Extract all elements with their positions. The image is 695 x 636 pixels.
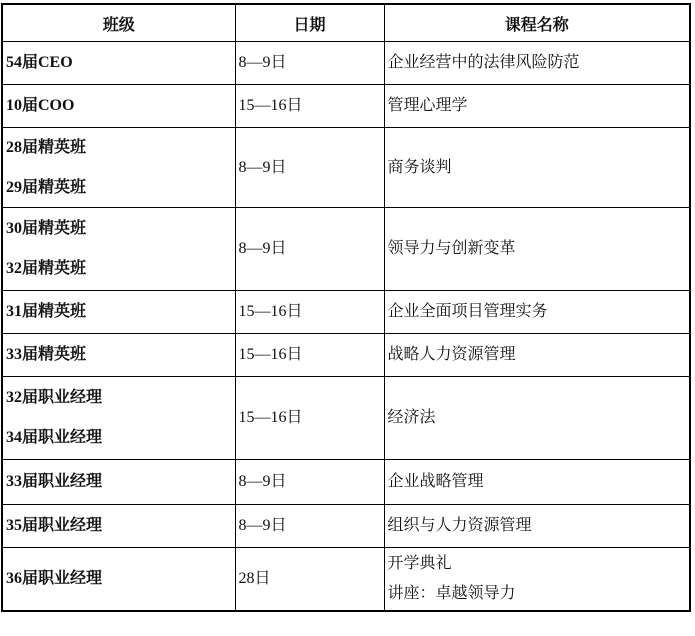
date-cell-line: 15—16日 [238, 97, 303, 114]
course-cell-line: 领导力与创新变革 [387, 240, 516, 257]
schedule-table [1, 3, 691, 612]
course-cell-lines [385, 97, 690, 115]
class-cell [2, 291, 235, 334]
class-cell-lines [3, 346, 235, 364]
course-cell [384, 85, 690, 128]
date-cell-lines [236, 240, 384, 258]
table-row [2, 42, 690, 85]
course-cell-lines [385, 517, 690, 535]
date-cell-line: 28日 [238, 569, 271, 587]
class-cell-line: 34届职业经理 [6, 429, 103, 446]
date-cell-line: 15—16日 [238, 303, 303, 320]
date-cell [235, 42, 384, 85]
class-cell-lines [3, 303, 235, 321]
course-cell [384, 291, 690, 334]
table-row [2, 505, 690, 548]
class-cell-lines [3, 220, 235, 278]
table-row [2, 128, 690, 208]
course-cell-line: 企业经营中的法律风险防范 [387, 54, 580, 71]
class-cell-line: 54届CEO [6, 54, 73, 71]
date-cell-lines [236, 473, 384, 491]
class-cell-line: 31届精英班 [6, 303, 87, 320]
date-cell-line: 8—9日 [238, 473, 287, 490]
schedule-tbody [2, 42, 690, 611]
date-cell [235, 460, 384, 505]
course-cell-lines [385, 555, 690, 603]
course-cell [384, 128, 690, 208]
date-cell-line: 8—9日 [238, 54, 287, 71]
date-cell [235, 291, 384, 334]
course-cell-line: 管理心理学 [387, 97, 468, 114]
course-cell [384, 42, 690, 85]
date-cell-lines [236, 303, 384, 321]
class-cell-lines [3, 570, 235, 588]
course-cell-line: 商务谈判 [387, 158, 452, 176]
table-row [2, 460, 690, 505]
course-cell-lines [385, 240, 690, 258]
date-cell [235, 128, 384, 208]
date-cell-line: 8—9日 [238, 240, 287, 257]
class-cell-line: 36届职业经理 [6, 569, 103, 587]
class-cell [2, 548, 235, 611]
class-cell-line: 33届精英班 [6, 346, 87, 363]
course-cell [384, 460, 690, 505]
header-cell-class: 班级 [2, 4, 235, 42]
table-row [2, 291, 690, 334]
date-cell [235, 85, 384, 128]
table-row [2, 85, 690, 128]
class-cell-lines [3, 473, 235, 491]
course-cell [384, 208, 690, 291]
class-cell [2, 128, 235, 208]
class-cell [2, 334, 235, 377]
class-cell-lines [3, 389, 235, 447]
header-row [2, 4, 690, 42]
course-cell-lines [385, 346, 690, 364]
class-cell [2, 377, 235, 460]
date-cell-lines [236, 54, 384, 72]
class-cell-line: 33届职业经理 [6, 473, 103, 490]
header-cell-date: 日期 [235, 4, 384, 42]
course-cell-line: 开学典礼 [387, 554, 452, 572]
table-row [2, 208, 690, 291]
class-cell [2, 42, 235, 85]
class-cell [2, 460, 235, 505]
date-cell [235, 548, 384, 611]
course-cell-lines [385, 54, 690, 72]
course-cell-lines [385, 159, 690, 177]
course-cell-line: 企业战略管理 [387, 473, 484, 490]
course-cell [384, 377, 690, 460]
course-cell-line: 战略人力资源管理 [387, 346, 516, 363]
class-cell-line: 28届精英班 [6, 138, 87, 156]
class-cell [2, 85, 235, 128]
course-cell-lines [385, 409, 690, 427]
date-cell-line: 15—16日 [238, 409, 303, 426]
class-cell-line: 10届COO [6, 97, 75, 114]
class-cell [2, 505, 235, 548]
table-row [2, 377, 690, 460]
class-cell-line: 35届职业经理 [6, 517, 103, 534]
class-cell-lines [3, 139, 235, 197]
date-cell-lines [236, 346, 384, 364]
course-cell [384, 334, 690, 377]
class-cell-line: 32届职业经理 [6, 389, 103, 406]
class-cell [2, 208, 235, 291]
date-cell-line: 15—16日 [238, 346, 303, 363]
date-cell [235, 334, 384, 377]
class-cell-lines [3, 517, 235, 535]
course-cell-lines [385, 303, 690, 321]
table-row [2, 334, 690, 377]
date-cell-lines [236, 517, 384, 535]
table-header [2, 4, 690, 42]
date-cell-line: 8—9日 [238, 158, 287, 176]
date-cell-lines [236, 159, 384, 177]
table-row [2, 548, 690, 611]
course-cell [384, 548, 690, 611]
header-cell-course: 课程名称 [384, 4, 690, 42]
date-cell [235, 208, 384, 291]
course-cell [384, 505, 690, 548]
page [0, 3, 695, 636]
course-cell-line: 讲座：卓越领导力 [387, 584, 516, 602]
date-cell-line: 8—9日 [238, 517, 287, 534]
date-cell-lines [236, 409, 384, 427]
class-cell-line: 32届精英班 [6, 260, 87, 277]
class-cell-lines [3, 97, 235, 115]
course-cell-lines [385, 473, 690, 491]
date-cell [235, 377, 384, 460]
course-cell-line: 经济法 [387, 409, 436, 426]
course-cell-line: 企业全面项目管理实务 [387, 303, 548, 320]
course-cell-line: 组织与人力资源管理 [387, 517, 532, 534]
class-cell-line: 30届精英班 [6, 220, 87, 237]
class-cell-lines [3, 54, 235, 72]
class-cell-line: 29届精英班 [6, 178, 87, 196]
date-cell-lines [236, 97, 384, 115]
date-cell-lines [236, 570, 384, 588]
date-cell [235, 505, 384, 548]
